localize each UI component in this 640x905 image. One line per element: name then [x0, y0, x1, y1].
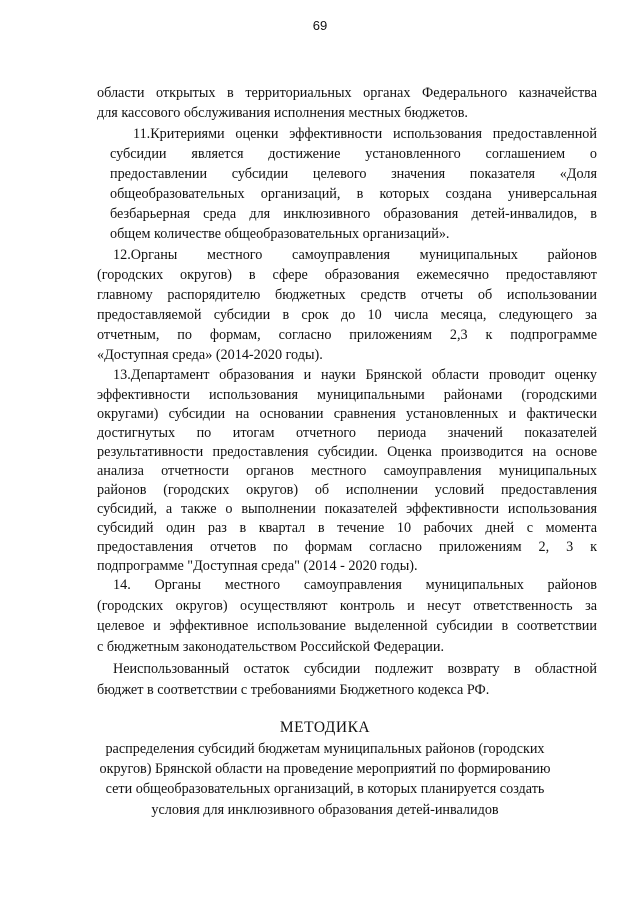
page-number: 69	[312, 18, 328, 33]
methodology-subtitle-line: условия для инклюзивного образования детей-инвалидов	[151, 802, 499, 818]
text-line: предоставлении субсидии целевого значения показателя «Доля	[110, 166, 597, 182]
text-line: для кассового обслуживания исполнения местных бюджетов.	[97, 105, 468, 121]
text-line: «Доступная среда» (2014-2020 годы).	[97, 347, 323, 363]
text-line: округами) субсидии на основании сравнения установленных и фактически	[97, 406, 597, 422]
text-line: Неиспользованный остаток субсидии подлежит возврату в областной	[113, 661, 597, 677]
text-line: результативности предоставления субсидии. Оценка производится на основе	[97, 444, 597, 460]
text-line: 13.Департамент образования и науки Брянской области проводит оценку	[113, 367, 597, 383]
text-line: субсидии является достижение установленного соглашением о	[110, 146, 597, 162]
methodology-title: МЕТОДИКА	[279, 719, 371, 736]
text-line: субсидий, а также о выполнении показателей эффективности использования	[97, 501, 597, 517]
text-line: районов (городских округов) об исполнении условий предоставления	[97, 482, 597, 498]
text-line: отчетным, по формам, согласно приложениям 2,3 к подпрограмме	[97, 327, 597, 343]
text-line: целевое и эффективное использование выделенной субсидии в соответствии	[97, 618, 597, 634]
text-line: с бюджетным законодательством Российской Федерации.	[97, 639, 445, 655]
text-line: эффективности использования муниципальными районами (городскими	[97, 387, 597, 403]
text-line: безбарьерная среда для инклюзивного образования детей-инвалидов, в	[110, 206, 597, 222]
text-line: 12.Органы местного самоуправления муниципальных районов	[113, 247, 597, 263]
methodology-subtitle-line: распределения субсидий бюджетам муниципальных районов (городских	[105, 741, 545, 757]
text-line: подпрограмме "Доступная среда" (2014 - 2020 годы).	[97, 558, 418, 574]
text-line: общеобразовательных организаций, в которых создана универсальная	[110, 186, 597, 202]
text-line: (городских округов) осуществляют контроль и несут ответственность за	[97, 598, 597, 614]
text-line: предоставляемой субсидии в срок до 10 числа месяца, следующего за	[97, 307, 597, 323]
text-line: области открытых в территориальных органах Федерального казначейства	[97, 85, 597, 101]
text-line: анализа отчетности органов местного самоуправления муниципальных	[97, 463, 597, 479]
text-line: главному распорядителю бюджетных средств отчеты об использовании	[97, 287, 597, 303]
text-line: (городских округов) в сфере образования ежемесячно предоставляют	[97, 267, 597, 283]
methodology-subtitle-line: сети общеобразовательных организаций, в которых планируется создать	[105, 781, 545, 797]
text-line: 14. Органы местного самоуправления муниципальных районов	[113, 577, 597, 593]
text-line: предоставления отчетов по формам согласно приложениям 2, 3 к	[97, 539, 597, 555]
text-line: общем количестве общеобразовательных организаций».	[110, 226, 450, 242]
text-line: достигнутых по итогам отчетного периода значений показателей	[97, 425, 597, 441]
text-line: 11.Критериями оценки эффективности использования предоставленной	[133, 126, 597, 142]
text-line: субсидий один раз в квартал в течение 10 рабочих дней с момента	[97, 520, 597, 536]
methodology-subtitle-line: округов) Брянской области на проведение мероприятий по формированию	[99, 761, 551, 777]
text-line: бюджет в соответствии с требованиями Бюджетного кодекса РФ.	[97, 682, 490, 698]
